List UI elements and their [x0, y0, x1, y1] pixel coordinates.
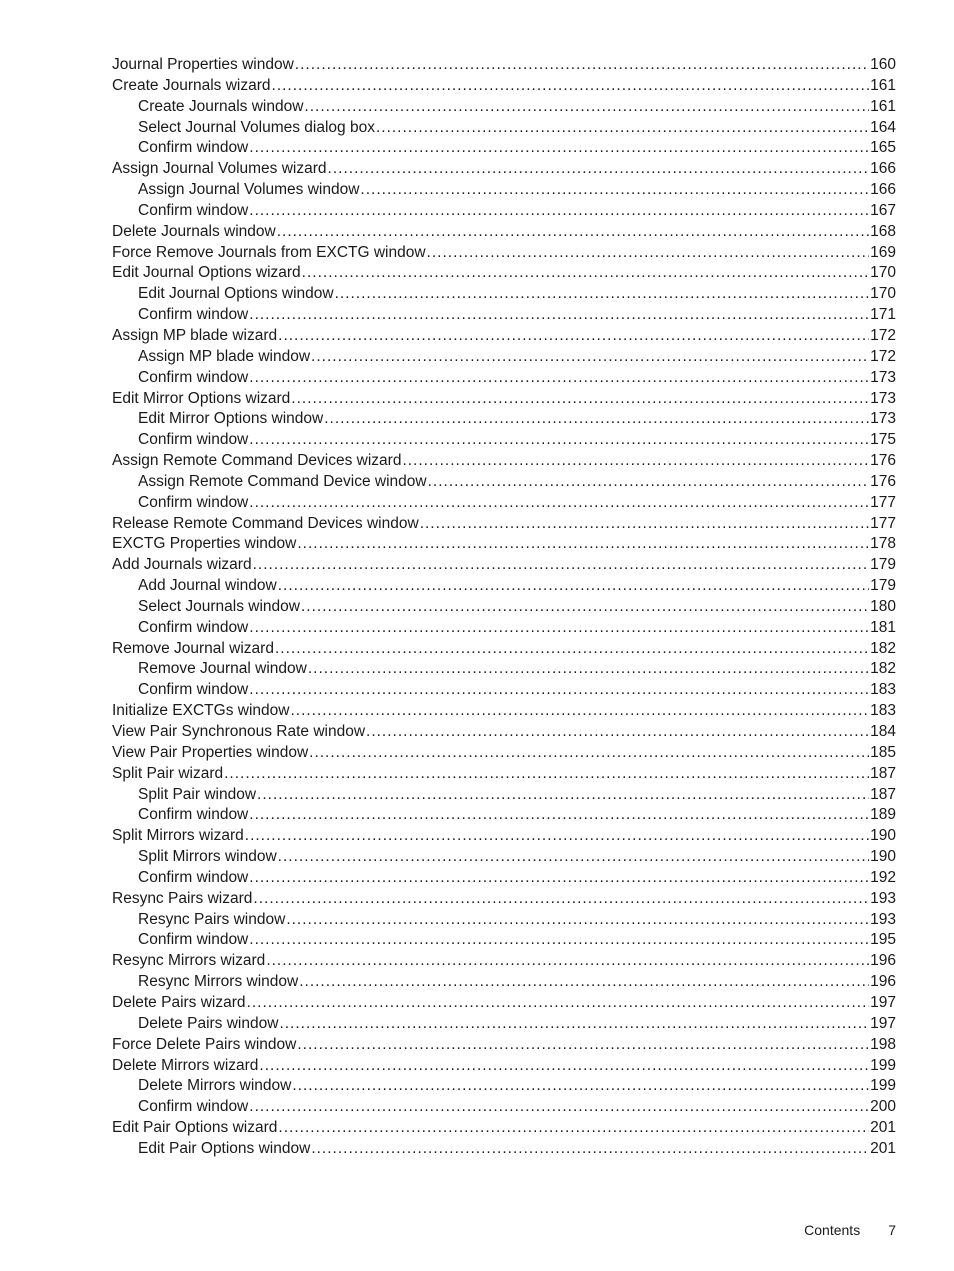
toc-dot-leader — [249, 930, 869, 951]
toc-dot-leader — [245, 826, 869, 847]
toc-entry-title[interactable]: Resync Mirrors wizard — [112, 952, 266, 970]
toc-dot-leader — [376, 118, 869, 139]
toc-dot-leader — [278, 326, 869, 347]
toc-entry-title[interactable]: Delete Pairs wizard — [112, 993, 246, 1011]
toc-entry-page[interactable]: 173 — [870, 389, 896, 407]
toc-entry-page[interactable]: 170 — [870, 264, 896, 282]
toc-entry-title[interactable]: Create Journals wizard — [112, 76, 271, 94]
toc-entry-title[interactable]: Initialize EXCTGs window — [112, 702, 290, 720]
toc-entry-title[interactable]: Confirm window — [138, 201, 249, 219]
toc-entry-title[interactable]: Confirm window — [138, 931, 249, 949]
toc-entry-page[interactable]: 190 — [870, 827, 896, 845]
toc-entry[interactable] — [112, 785, 896, 806]
toc-entry-page[interactable]: 185 — [870, 743, 896, 761]
toc-entry[interactable] — [112, 430, 896, 451]
toc-dot-leader — [278, 576, 869, 597]
toc-entry-page[interactable]: 169 — [870, 243, 896, 261]
toc-entry[interactable] — [112, 138, 896, 159]
toc-dot-leader — [309, 743, 869, 764]
toc-dot-leader — [428, 472, 870, 493]
toc-dot-leader — [249, 305, 869, 326]
toc-dot-leader — [224, 764, 869, 785]
toc-entry-title[interactable]: Edit Mirror Options window — [138, 410, 324, 428]
page-footer — [804, 1222, 896, 1238]
toc-entry[interactable] — [112, 1118, 896, 1139]
toc-entry-title[interactable]: Add Journals wizard — [112, 556, 252, 574]
toc-dot-leader — [249, 868, 869, 889]
toc-entry-title[interactable]: Delete Mirrors window — [138, 1077, 292, 1095]
toc-entry[interactable] — [112, 930, 896, 951]
toc-dot-leader — [249, 368, 869, 389]
toc-dot-leader — [249, 805, 869, 826]
toc-dot-leader — [272, 76, 870, 97]
toc-entry-page[interactable]: 176 — [870, 472, 896, 490]
toc-entry[interactable] — [112, 243, 896, 264]
toc-entry-title[interactable]: Resync Pairs wizard — [112, 889, 253, 907]
toc-entry-title[interactable]: Confirm window — [138, 618, 249, 636]
toc-dot-leader — [253, 555, 870, 576]
toc-entry-page[interactable]: 181 — [870, 618, 896, 636]
toc-dot-leader — [366, 722, 869, 743]
toc-entry-page[interactable]: 160 — [870, 56, 896, 73]
toc-entry-page[interactable]: 179 — [870, 577, 896, 595]
toc-entry-title[interactable]: Confirm window — [138, 1098, 249, 1116]
toc-entry[interactable] — [112, 597, 896, 618]
toc-dot-leader — [249, 138, 869, 159]
toc-entry-title[interactable]: Edit Journal Options window — [138, 285, 334, 303]
toc-entry-page[interactable]: 182 — [870, 639, 896, 657]
toc-entry-page[interactable]: 167 — [870, 201, 896, 219]
toc-entry-page[interactable]: 198 — [870, 1035, 896, 1053]
toc-dot-leader — [292, 1076, 869, 1097]
toc-entry-page[interactable]: 195 — [870, 931, 896, 949]
toc-dot-leader — [249, 493, 869, 514]
toc-entry[interactable] — [112, 347, 896, 368]
toc-dot-leader — [427, 243, 870, 264]
toc-entry[interactable] — [112, 76, 896, 97]
toc-entry-title[interactable]: Release Remote Command Devices window — [112, 514, 419, 532]
toc-entry-page[interactable]: 183 — [870, 702, 896, 720]
toc-entry[interactable] — [112, 284, 896, 305]
toc-entry[interactable] — [112, 993, 896, 1014]
toc-dot-leader — [402, 451, 869, 472]
toc-entry[interactable] — [112, 409, 896, 430]
toc-dot-leader — [278, 847, 869, 868]
toc-entry-title[interactable]: Create Journals window — [138, 97, 304, 115]
toc-entry-page[interactable]: 196 — [870, 973, 896, 991]
toc-entry-page[interactable]: 168 — [870, 222, 896, 240]
toc-dot-leader — [249, 1097, 869, 1118]
toc-entry-title[interactable]: Select Journals window — [138, 597, 300, 615]
toc-entry-page[interactable]: 173 — [870, 368, 896, 386]
toc-entry-title[interactable]: Edit Pair Options window — [138, 1139, 311, 1157]
toc-entry-page[interactable]: 177 — [870, 493, 896, 511]
toc-entry-title[interactable]: Confirm window — [138, 681, 249, 699]
toc-entry-title[interactable]: Assign Journal Volumes wizard — [112, 160, 327, 178]
toc-entry-page[interactable]: 197 — [870, 993, 896, 1011]
toc-entry-page[interactable]: 187 — [870, 764, 896, 782]
toc-dot-leader — [286, 910, 869, 931]
toc-entry-title[interactable]: Split Mirrors wizard — [112, 827, 244, 845]
toc-entry-title[interactable]: Confirm window — [138, 306, 249, 324]
toc-dot-leader — [295, 55, 869, 76]
toc-entry-title[interactable]: Split Mirrors window — [138, 848, 277, 866]
toc-dot-leader — [253, 889, 869, 910]
toc-dot-leader — [249, 680, 869, 701]
toc-entry-title[interactable]: Assign Remote Command Device window — [138, 472, 427, 490]
toc-dot-leader — [335, 284, 870, 305]
toc-entry-title[interactable]: Edit Pair Options wizard — [112, 1119, 278, 1137]
toc-entry-title[interactable]: Journal Properties window — [112, 56, 294, 73]
toc-dot-leader — [311, 1139, 869, 1160]
toc-entry[interactable] — [112, 910, 896, 931]
toc-entry-page[interactable]: 166 — [870, 160, 896, 178]
toc-entry-page[interactable]: 161 — [870, 76, 896, 94]
toc-entry[interactable] — [112, 118, 896, 139]
footer-page-number: 7 — [888, 1222, 896, 1238]
toc-entry-page[interactable]: 183 — [870, 681, 896, 699]
toc-entry[interactable] — [112, 159, 896, 180]
toc-entry-page[interactable]: 184 — [870, 723, 896, 740]
toc-entry[interactable] — [112, 1097, 896, 1118]
toc-entry[interactable] — [112, 222, 896, 243]
toc-entry-title[interactable]: Select Journal Volumes dialog box — [138, 118, 375, 136]
toc-entry-page[interactable]: 172 — [870, 326, 896, 344]
toc-entry[interactable] — [112, 972, 896, 993]
toc-entry-page[interactable]: 196 — [870, 952, 896, 970]
toc-entry-page[interactable]: 178 — [870, 535, 896, 553]
toc-entry-page[interactable]: 176 — [870, 452, 896, 470]
toc-entry-title[interactable]: Add Journal window — [138, 577, 277, 595]
toc-entry[interactable] — [112, 680, 896, 701]
toc-entry-title[interactable]: Confirm window — [138, 431, 249, 449]
toc-entry-page[interactable]: 172 — [870, 347, 896, 365]
toc-entry[interactable] — [112, 534, 896, 555]
toc-entry-title[interactable]: Assign Journal Volumes window — [138, 181, 360, 199]
toc-entry-page[interactable]: 166 — [870, 181, 896, 199]
toc-entry[interactable] — [112, 618, 896, 639]
toc-dot-leader — [360, 180, 869, 201]
toc-entry-title[interactable]: View Pair Synchronous Rate window — [112, 723, 366, 740]
toc-entry-title[interactable]: Confirm window — [138, 868, 249, 886]
toc-dot-leader — [301, 597, 869, 618]
toc-entry-title[interactable]: Force Delete Pairs window — [112, 1035, 297, 1053]
toc-entry-title[interactable]: Assign MP blade window — [138, 347, 311, 365]
toc-entry-title[interactable]: EXCTG Properties window — [112, 535, 297, 553]
toc-entry-page[interactable]: 197 — [870, 1014, 896, 1032]
toc-entry-page[interactable]: 164 — [870, 118, 896, 136]
toc-entry-page[interactable]: 165 — [870, 139, 896, 157]
toc-entry-page[interactable]: 192 — [870, 868, 896, 886]
toc-dot-leader — [278, 1118, 869, 1139]
toc-entry-page[interactable]: 180 — [870, 597, 896, 615]
toc-entry[interactable] — [112, 1139, 896, 1160]
toc-entry-title[interactable]: Edit Mirror Options wizard — [112, 389, 291, 407]
toc-entry-page[interactable]: 189 — [870, 806, 896, 824]
toc-entry-title[interactable]: Remove Journal wizard — [112, 639, 274, 657]
toc-entry[interactable] — [112, 639, 896, 660]
toc-entry[interactable] — [112, 514, 896, 535]
toc-entry[interactable] — [112, 472, 896, 493]
toc-entry-page[interactable]: 179 — [870, 556, 896, 574]
toc-dot-leader — [291, 389, 869, 410]
toc-entry-title[interactable]: Split Pair window — [138, 785, 257, 803]
toc-dot-leader — [299, 972, 869, 993]
toc-entry[interactable] — [112, 659, 896, 680]
toc-entry[interactable] — [112, 201, 896, 222]
toc-entry-title[interactable]: Confirm window — [138, 139, 249, 157]
toc-entry-title[interactable]: Force Remove Journals from EXCTG window — [112, 243, 426, 261]
toc-entry-page[interactable]: 177 — [870, 514, 896, 532]
toc-entry-title[interactable]: Delete Journals window — [112, 222, 276, 240]
toc-entry[interactable] — [112, 326, 896, 347]
toc-entry[interactable] — [112, 493, 896, 514]
toc-entry[interactable] — [112, 764, 896, 785]
toc-entry[interactable] — [112, 1076, 896, 1097]
toc-entry-page[interactable]: 161 — [870, 97, 896, 115]
toc-entry[interactable] — [112, 555, 896, 576]
toc-dot-leader — [304, 97, 869, 118]
toc-entry[interactable] — [112, 805, 896, 826]
toc-entry[interactable] — [112, 576, 896, 597]
table-of-contents — [112, 55, 896, 1160]
toc-entry-page[interactable]: 170 — [870, 285, 896, 303]
toc-entry-page[interactable]: 190 — [870, 848, 896, 866]
toc-dot-leader — [277, 222, 869, 243]
toc-entry-page[interactable]: 199 — [870, 1056, 896, 1074]
toc-entry[interactable] — [112, 305, 896, 326]
toc-entry-title[interactable]: View Pair Properties window — [112, 743, 309, 761]
toc-entry-page[interactable]: 171 — [870, 306, 896, 324]
toc-entry[interactable] — [112, 55, 896, 76]
toc-dot-leader — [311, 347, 869, 368]
toc-dot-leader — [249, 618, 869, 639]
toc-entry[interactable] — [112, 368, 896, 389]
toc-entry[interactable] — [112, 889, 896, 910]
toc-dot-leader — [249, 201, 869, 222]
toc-entry[interactable] — [112, 451, 896, 472]
toc-entry-title[interactable]: Delete Mirrors wizard — [112, 1056, 259, 1074]
toc-entry[interactable] — [112, 263, 896, 284]
toc-entry-page[interactable]: 175 — [870, 431, 896, 449]
toc-dot-leader — [247, 993, 870, 1014]
toc-dot-leader — [275, 639, 869, 660]
toc-entry-title[interactable]: Edit Journal Options wizard — [112, 264, 301, 282]
toc-entry[interactable] — [112, 951, 896, 972]
toc-entry-title[interactable]: Assign Remote Command Devices wizard — [112, 452, 402, 470]
toc-entry-title[interactable]: Confirm window — [138, 493, 249, 511]
toc-entry-title[interactable]: Resync Mirrors window — [138, 973, 299, 991]
toc-entry-page[interactable]: 201 — [870, 1119, 896, 1137]
toc-entry-title[interactable]: Confirm window — [138, 368, 249, 386]
toc-entry[interactable] — [112, 701, 896, 722]
toc-entry[interactable] — [112, 389, 896, 410]
toc-entry-page[interactable]: 193 — [870, 889, 896, 907]
toc-entry-title[interactable]: Delete Pairs window — [138, 1014, 279, 1032]
toc-entry-title[interactable]: Split Pair wizard — [112, 764, 224, 782]
toc-dot-leader — [266, 951, 869, 972]
toc-dot-leader — [257, 785, 869, 806]
toc-entry-page[interactable]: 173 — [870, 410, 896, 428]
toc-dot-leader — [249, 430, 869, 451]
toc-entry-page[interactable]: 200 — [870, 1098, 896, 1116]
toc-entry[interactable] — [112, 722, 896, 743]
toc-dot-leader — [420, 514, 869, 535]
toc-entry-page[interactable]: 193 — [870, 910, 896, 928]
toc-entry-page[interactable]: 182 — [870, 660, 896, 678]
toc-entry-title[interactable]: Remove Journal window — [138, 660, 307, 678]
toc-entry[interactable] — [112, 1014, 896, 1035]
toc-entry[interactable] — [112, 180, 896, 201]
toc-entry-title[interactable]: Confirm window — [138, 806, 249, 824]
toc-dot-leader — [297, 534, 869, 555]
toc-dot-leader — [324, 409, 869, 430]
toc-entry-title[interactable]: Resync Pairs window — [138, 910, 286, 928]
toc-entry[interactable] — [112, 826, 896, 847]
footer-label: Contents — [804, 1222, 861, 1238]
toc-dot-leader — [279, 1014, 869, 1035]
toc-dot-leader — [328, 159, 870, 180]
toc-dot-leader — [297, 1035, 869, 1056]
toc-dot-leader — [302, 263, 869, 284]
toc-dot-leader — [259, 1056, 869, 1077]
toc-dot-leader — [308, 659, 869, 680]
toc-entry[interactable] — [112, 743, 896, 764]
toc-entry[interactable] — [112, 1035, 896, 1056]
toc-entry-title[interactable]: Assign MP blade wizard — [112, 326, 278, 344]
toc-entry[interactable] — [112, 97, 896, 118]
toc-entry[interactable] — [112, 1056, 896, 1077]
toc-entry-page[interactable]: 199 — [870, 1077, 896, 1095]
toc-entry[interactable] — [112, 868, 896, 889]
toc-entry[interactable] — [112, 847, 896, 868]
toc-entry-page[interactable]: 187 — [870, 785, 896, 803]
toc-entry-page[interactable]: 201 — [870, 1139, 896, 1157]
toc-dot-leader — [290, 701, 869, 722]
